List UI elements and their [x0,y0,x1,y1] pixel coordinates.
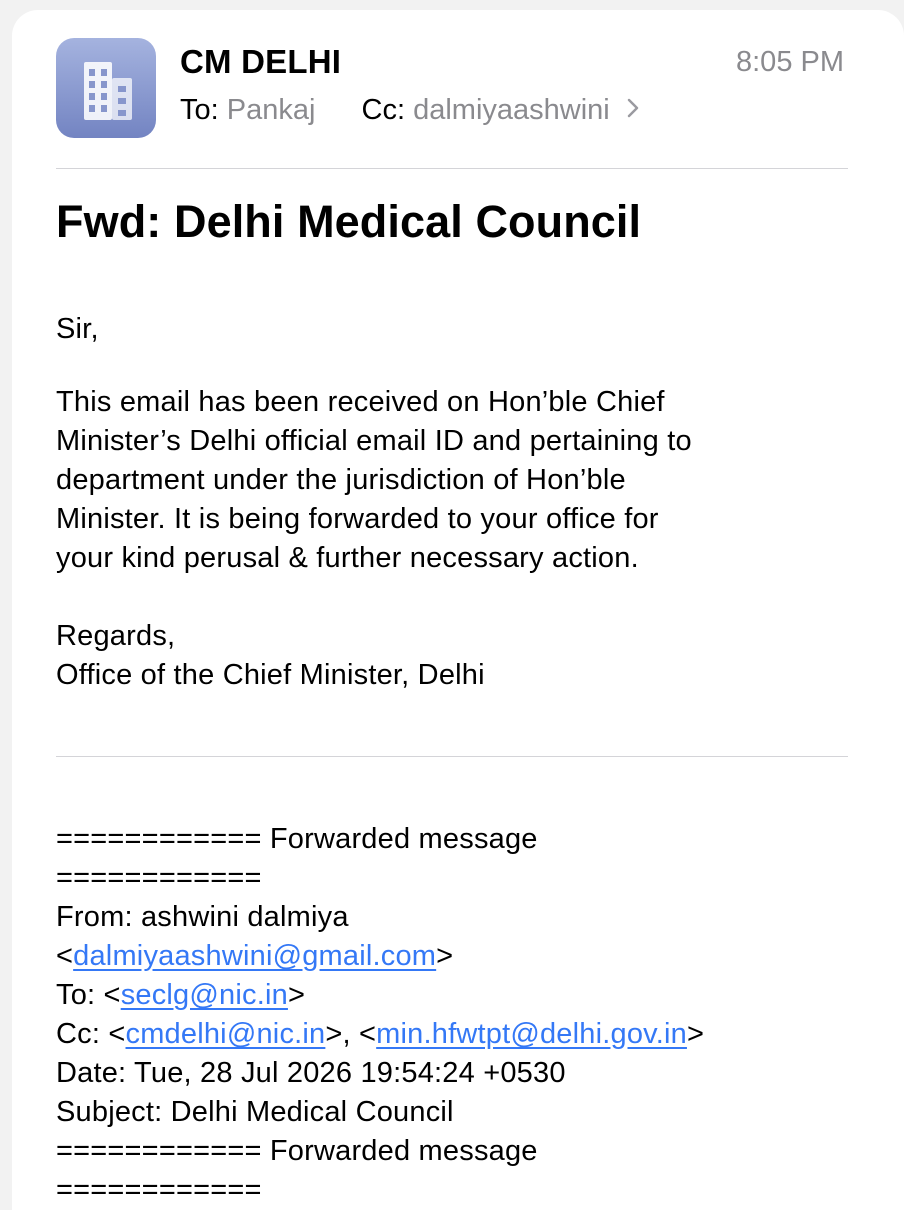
cc-recipient[interactable]: dalmiyaashwini [413,94,610,126]
forwarded-banner-top-2: ============ [56,862,262,894]
email-subject: Fwd: Delhi Medical Council [56,196,642,247]
forwarded-cc: Cc: <cmdelhi@nic.in>, <min.hfwtpt@delhi.gov.in> [56,1018,705,1050]
recipients-line[interactable] [180,94,640,127]
cc-label: Cc: [361,94,406,126]
forwarded-message [56,820,886,1210]
forwarded-from: From: ashwini dalmiya [56,901,349,933]
cc-email-link-1[interactable]: cmdelhi@nic.in [125,1018,326,1050]
header-divider [56,168,848,169]
body-divider [56,756,848,757]
building-icon [56,38,156,138]
to-prefix: To: [56,979,104,1011]
cc-prefix: Cc: [56,1018,109,1050]
cc-email-link-2[interactable]: min.hfwtpt@delhi.gov.in [376,1018,687,1050]
cc-separator: >, < [325,1018,377,1050]
body-line: This email has been received on Hon’ble Chief [56,386,665,418]
body-paragraph [56,383,856,578]
signature: Office of the Chief Minister, Delhi [56,659,485,691]
forwarded-banner-top: ============ Forwarded message [56,823,538,855]
forwarded-from-email-line: <dalmiyaashwini@gmail.com> [56,940,454,972]
greeting: Sir, [56,313,99,345]
to-email-link[interactable]: seclg@nic.in [120,979,288,1011]
forwarded-subject: Subject: Delhi Medical Council [56,1096,454,1128]
forwarded-date: Date: Tue, 28 Jul 2026 19:54:24 +0530 [56,1057,566,1089]
closing: Regards, [56,620,176,652]
to-label: To: [180,94,219,126]
to-recipient[interactable]: Pankaj [226,94,316,126]
chevron-right-icon[interactable] [626,97,640,119]
received-time: 8:05 PM [736,46,844,78]
body-line: Minister. It is being forwarded to your office for [56,503,659,535]
body-line: department under the jurisdiction of Hon’ble [56,464,626,496]
body-line: Minister’s Delhi official email ID and pertaining to [56,425,692,457]
body-line: your kind perusal & further necessary action. [56,542,639,574]
sender-name[interactable]: CM DELHI [180,43,342,80]
forwarded-banner-bottom: ============ Forwarded message [56,1135,538,1167]
from-email-link[interactable]: dalmiyaashwini@gmail.com [73,940,437,972]
message-header [56,38,848,138]
forwarded-to: To: <seclg@nic.in> [56,979,306,1011]
forwarded-banner-bottom-2: ============ [56,1174,262,1206]
sender-avatar[interactable] [56,38,156,138]
signature-block [56,617,856,695]
